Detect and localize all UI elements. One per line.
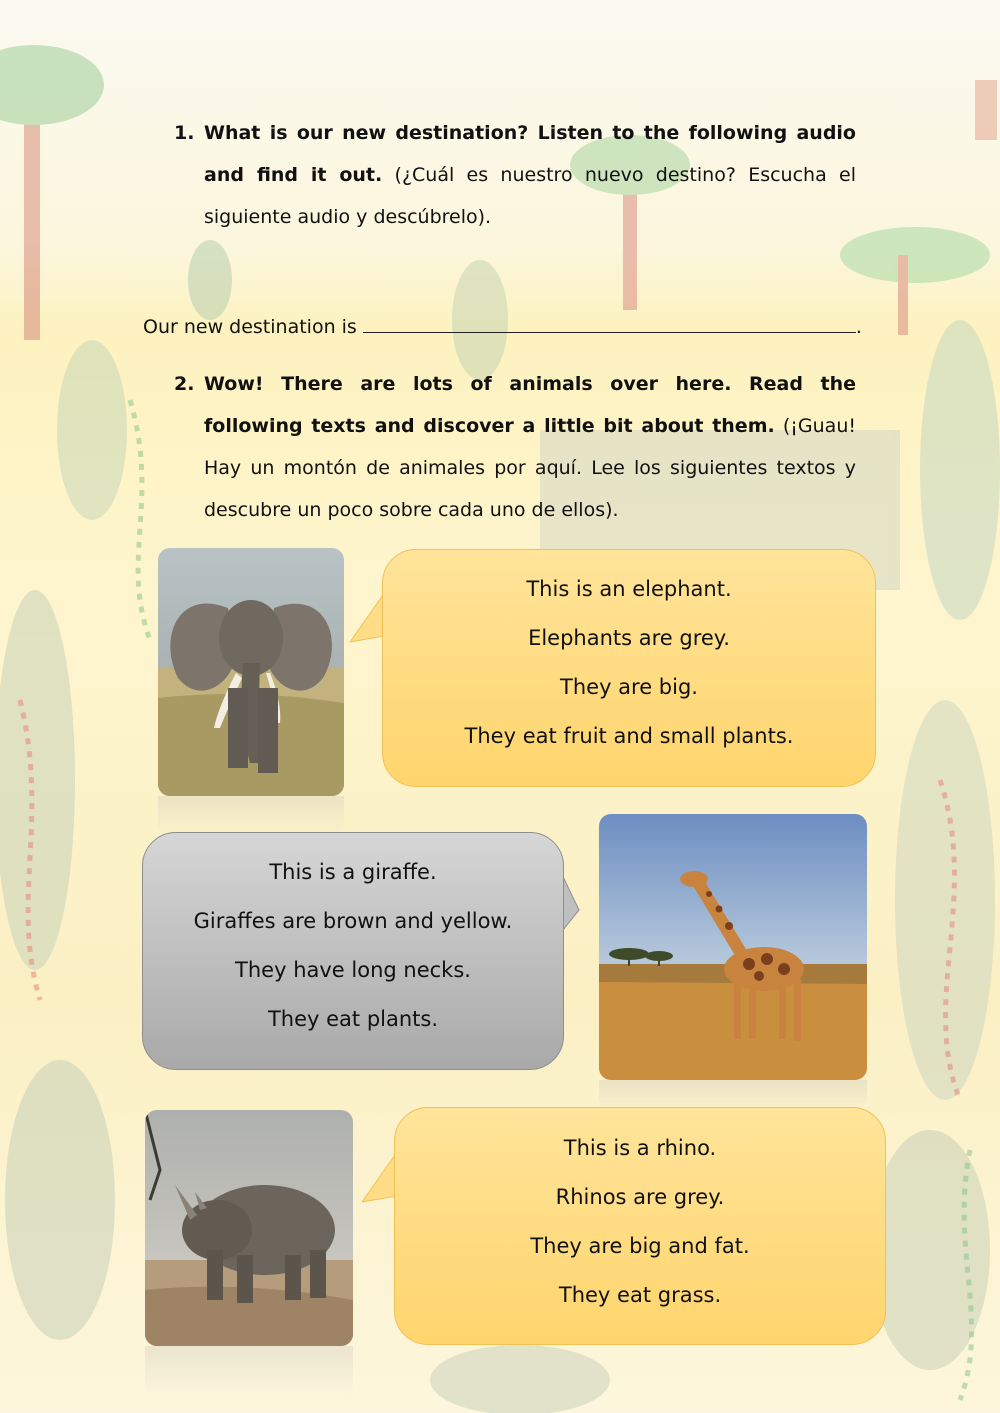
elephant-line: This is an elephant.: [526, 577, 732, 601]
elephant-line: Elephants are grey.: [528, 626, 730, 650]
rhino-reflection: [145, 1346, 353, 1396]
rhino-line: They eat grass.: [558, 1283, 722, 1307]
giraffe-bubble: [142, 832, 564, 1070]
giraffe-photo: [599, 814, 867, 1080]
elephant-reflection: [158, 796, 344, 836]
question-2-spanish: (¡Guau! Hay un montón de animales por aquí. Lee los siguientes textos y descubre un poco sobre cada uno de ellos).: [204, 415, 856, 521]
elephant-line: They eat fruit and small plants.: [464, 724, 794, 748]
giraffe-line: They eat plants.: [267, 1007, 439, 1031]
rhino-bubble: [394, 1107, 886, 1345]
question-1-number: 1.: [174, 122, 195, 144]
rhino-photo: [145, 1110, 353, 1346]
destination-answer: [143, 312, 862, 338]
destination-end: .: [855, 316, 862, 338]
destination-blank[interactable]: [363, 312, 856, 333]
giraffe-reflection: [599, 1080, 867, 1110]
rhino-line: They are big and fat.: [530, 1234, 750, 1258]
question-2: [174, 363, 856, 531]
question-2-number: 2.: [174, 373, 195, 395]
question-1-english: What is our new destination? Listen to the following audio and find it out.: [204, 122, 856, 186]
giraffe-line: Giraffes are brown and yellow.: [193, 909, 513, 933]
giraffe-line: This is a giraffe.: [269, 860, 437, 884]
question-1-spanish: (¿Cuál es nuestro nuevo destino? Escucha el siguiente audio y descúbrelo).: [204, 164, 856, 228]
question-1: [174, 112, 856, 238]
question-2-english: Wow! There are lots of animals over here. Read the following texts and discover a little bit about them.: [204, 373, 856, 437]
rhino-line: This is a rhino.: [563, 1136, 717, 1160]
rhino-line: Rhinos are grey.: [555, 1185, 725, 1209]
giraffe-line: They have long necks.: [235, 958, 471, 982]
elephant-bubble: [382, 549, 876, 787]
elephant-photo: [158, 548, 344, 796]
destination-label: Our new destination is: [143, 316, 357, 338]
elephant-line: They are big.: [560, 675, 698, 699]
